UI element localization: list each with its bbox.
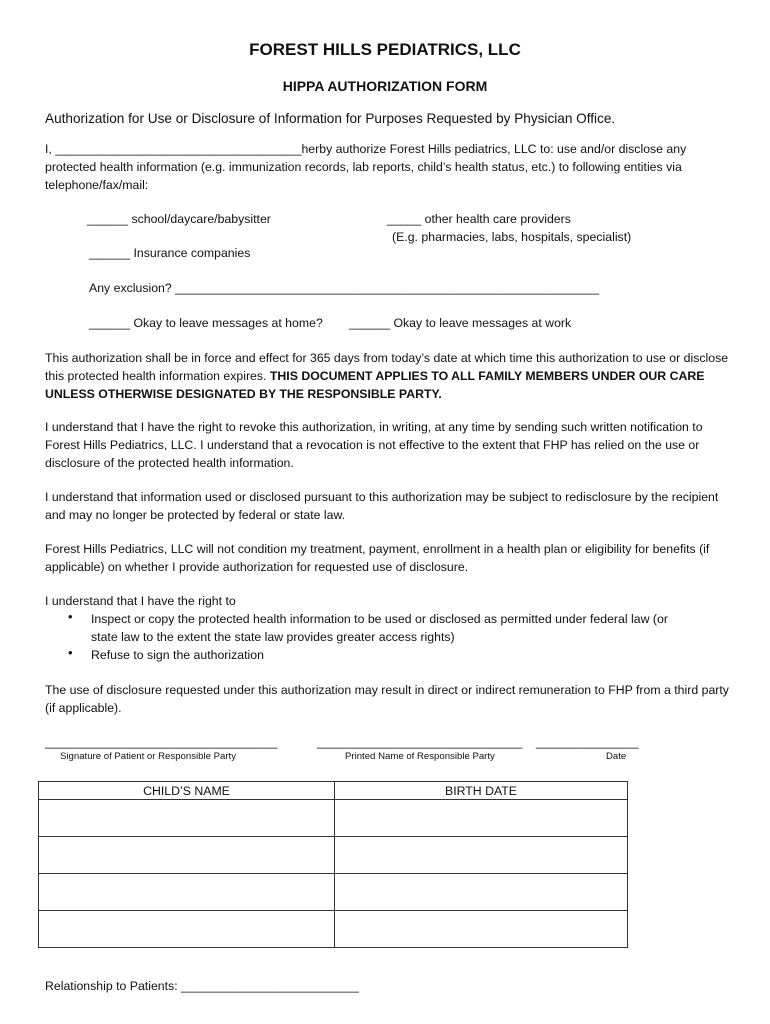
validity-text: This authorization shall be in force and effect for 365 days from today’s date at which time this authorization to use or disclose this protected health information expires.	[45, 351, 729, 383]
bullet-icon: •	[68, 645, 73, 660]
page-title: FOREST HILLS PEDIATRICS, LLC	[249, 40, 521, 59]
form-subtitle: HIPPA AUTHORIZATION FORM	[282, 78, 488, 94]
redisclosure-paragraph: I understand that information used or disclosed pursuant to this authorization may be subject to redisclosure by the recipient and may no longer be protected by federal or state law.	[45, 490, 719, 522]
authorize-line-1: I, ____________________________________herby authorize Forest Hills pediatrics, LLC to: use and/or disclose any	[45, 142, 687, 156]
child-name-cell[interactable]	[39, 837, 335, 874]
option-school: ______ school/daycare/babysitter	[87, 212, 271, 226]
authorize-line-2: protected health information (e.g. immunization records, lab reports, child’s health status, etc.) to following entities via	[45, 160, 682, 174]
rights-intro: I understand that I have the right to	[45, 594, 236, 608]
birth-date-cell[interactable]	[335, 837, 628, 874]
column-child-name: CHILD’S NAME	[39, 782, 335, 800]
exclusion-field: Any exclusion? ______________________________________________________________	[89, 281, 600, 295]
signature-line: __________________________________	[45, 735, 278, 749]
option-other-providers: _____ other health care providers	[387, 212, 571, 226]
right-refuse: Refuse to sign the authorization	[91, 648, 264, 662]
children-table	[38, 781, 628, 948]
option-messages-work: ______ Okay to leave messages at work	[349, 316, 572, 330]
option-messages-home: ______ Okay to leave messages at home?	[89, 316, 323, 330]
birth-date-cell[interactable]	[335, 911, 628, 948]
condition-paragraph: Forest Hills Pediatrics, LLC will not condition my treatment, payment, enrollment in a health plan or eligibility for benefits (if applicable) on whether I provide authorization for requested use of disclosure.	[45, 542, 710, 574]
option-insurance: ______ Insurance companies	[89, 246, 251, 260]
child-name-cell[interactable]	[39, 911, 335, 948]
table-row	[39, 874, 628, 911]
authorize-line-3: telephone/fax/mail:	[45, 178, 149, 192]
revoke-paragraph: I understand that I have the right to revoke this authorization, in writing, at any time by sending such written notification to Forest Hills Pediatrics, LLC. I understand that a revocation is not effective to the extent that FHP has relied on the use or disclosure of the protected health information.	[45, 420, 703, 470]
family-members-notice: THIS DOCUMENT APPLIES TO ALL FAMILY MEMBERS UNDER OUR CARE UNLESS OTHERWISE DESIGNATED BY THE RESPONSIBLE PARTY.	[45, 369, 705, 401]
child-name-cell[interactable]	[39, 874, 335, 911]
right-inspect-line-1: Inspect or copy the protected health information to be used or disclosed as permitted under federal law (or	[91, 612, 668, 626]
birth-date-cell[interactable]	[335, 874, 628, 911]
table-row	[39, 837, 628, 874]
option-other-providers-note: (E.g. pharmacies, labs, hospitals, specialist)	[392, 230, 632, 244]
printed-name-line: ______________________________	[317, 735, 523, 749]
relationship-field: Relationship to Patients: __________________________	[45, 979, 359, 993]
table-row	[39, 911, 628, 948]
bullet-icon: •	[68, 609, 73, 624]
table-header-row	[39, 782, 628, 800]
authorization-lead: Authorization for Use or Disclosure of Information for Purposes Requested by Physician Office.	[45, 111, 616, 126]
birth-date-cell[interactable]	[335, 800, 628, 837]
right-inspect-line-2: state law to the extent the state law provides greater access rights)	[91, 630, 455, 644]
printed-name-label: Printed Name of Responsible Party	[345, 751, 495, 762]
date-line: _______________	[536, 735, 639, 749]
child-name-cell[interactable]	[39, 800, 335, 837]
remuneration-paragraph: The use of disclosure requested under this authorization may result in direct or indirect remuneration to FHP from a third party (if applicable).	[45, 683, 729, 715]
validity-paragraph	[45, 349, 735, 403]
column-birth-date: BIRTH DATE	[335, 782, 628, 800]
date-label: Date	[606, 751, 627, 762]
signature-label: Signature of Patient or Responsible Party	[60, 751, 236, 762]
table-row	[39, 800, 628, 837]
